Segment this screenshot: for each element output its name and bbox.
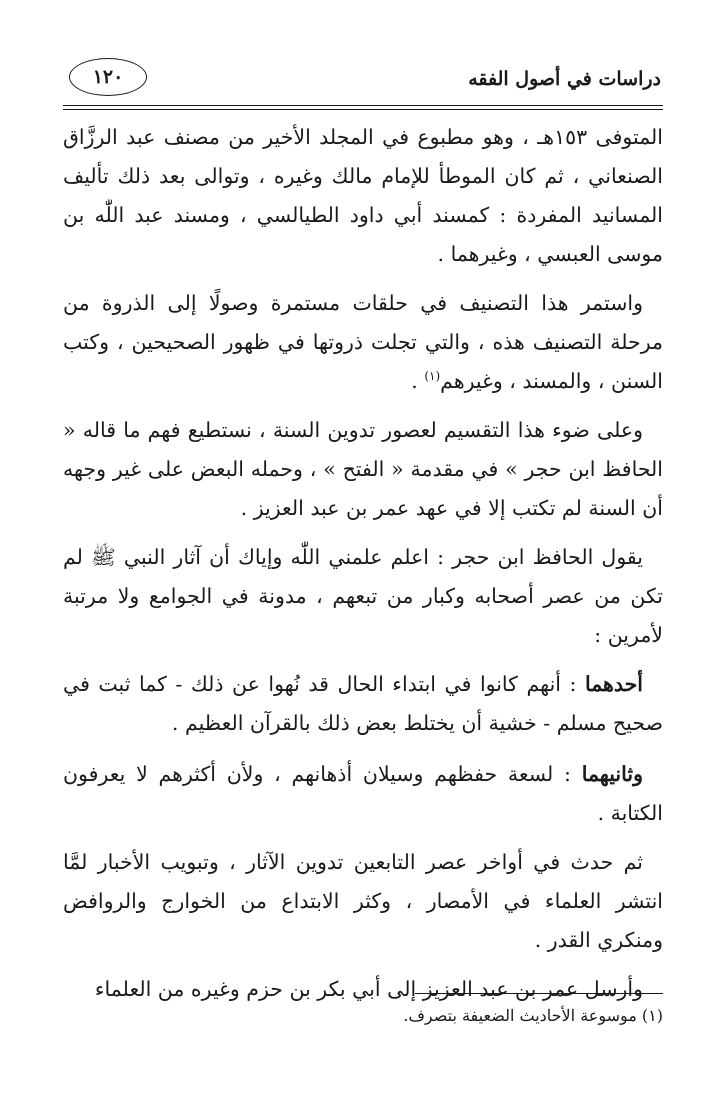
body-text	[63, 118, 663, 1021]
paragraph-6-text: : لسعة حفظهم وسيلان أذهانهم ، ولأن أكثرهم لا يعرفون الكتابة .	[63, 762, 663, 825]
paragraph-5	[63, 665, 663, 743]
paragraph-2-end: .	[411, 369, 425, 393]
paragraph-7: ثم حدث في أواخر عصر التابعين تدوين الآثار ، وتبويب الأخبار لمَّا انتشر العلماء في الأمصار ، وكثر الابتداع من الخوارج والروافض ومنكري القدر .	[63, 850, 663, 952]
paragraph-4: يقول الحافظ ابن حجر : اعلم علمني اللّٰه وإياك أن آثار النبي ﷺ لم تكن من عصر أصحابه وكبار من تبعهم ، مدونة في الجوامع ولا مرتبة لأمرين :	[63, 545, 663, 647]
paragraph-1: المتوفى ١٥٣هـ ، وهو مطبوع في المجلد الأخير من مصنف عبد الرزَّاق الصنعاني ، ثم كان الموطأ للإمام مالك وغيره ، وتوالى بعد ذلك تأليف المسانيد المفردة : كمسند أبي داود الطيالسي ، ومسند عبد اللّٰه بن موسى العبسي ، وغيرهما .	[63, 125, 663, 266]
paragraph-8: وأرسل عمر بن عبد العزيز إلى أبي بكر بن حزم وغيره من العلماء	[94, 977, 643, 1001]
header-title: دراسات في أصول الفقه	[468, 68, 661, 90]
page-number: ١٢٠	[69, 58, 147, 96]
footnote	[63, 1004, 663, 1028]
paragraph-6-lead: وثانيهما	[581, 762, 643, 786]
footnote-rule	[415, 993, 663, 994]
paragraph-2	[63, 284, 663, 401]
running-header	[63, 48, 663, 106]
paragraph-5-lead: أحدهما	[584, 672, 643, 696]
paragraph-3: وعلى ضوء هذا التقسيم لعصور تدوين السنة ، نستطيع فهم ما قاله « الحافظ ابن حجر » في مقدمة « الفتح » ، وحمله البعض على غير وجهه أن السنة لم تكتب إلا في عهد عمر بن عبد العزيز .	[63, 418, 663, 520]
paragraph-5-text: : أنهم كانوا في ابتداء الحال قد نُهوا عن ذلك - كما ثبت في صحيح مسلم - خشية أن يختلط بعض ذلك بالقرآن العظيم .	[63, 672, 663, 735]
footnote-marker: (١)	[641, 1006, 663, 1025]
paragraph-2-text: واستمر هذا التصنيف في حلقات مستمرة وصولًا إلى الذروة من مرحلة التصنيف هذه ، والتي تجلت ذروتها في ظهور الصحيحين ، وكتب السنن ، والمسند ، وغيرهم	[63, 291, 663, 393]
header-rule-thin	[63, 109, 663, 110]
paragraph-6	[63, 755, 663, 833]
footnote-text: موسوعة الأحاديث الضعيفة بتصرف.	[403, 1006, 642, 1025]
footnote-reference[interactable]: (١)	[424, 369, 441, 384]
header-rule	[63, 105, 663, 106]
